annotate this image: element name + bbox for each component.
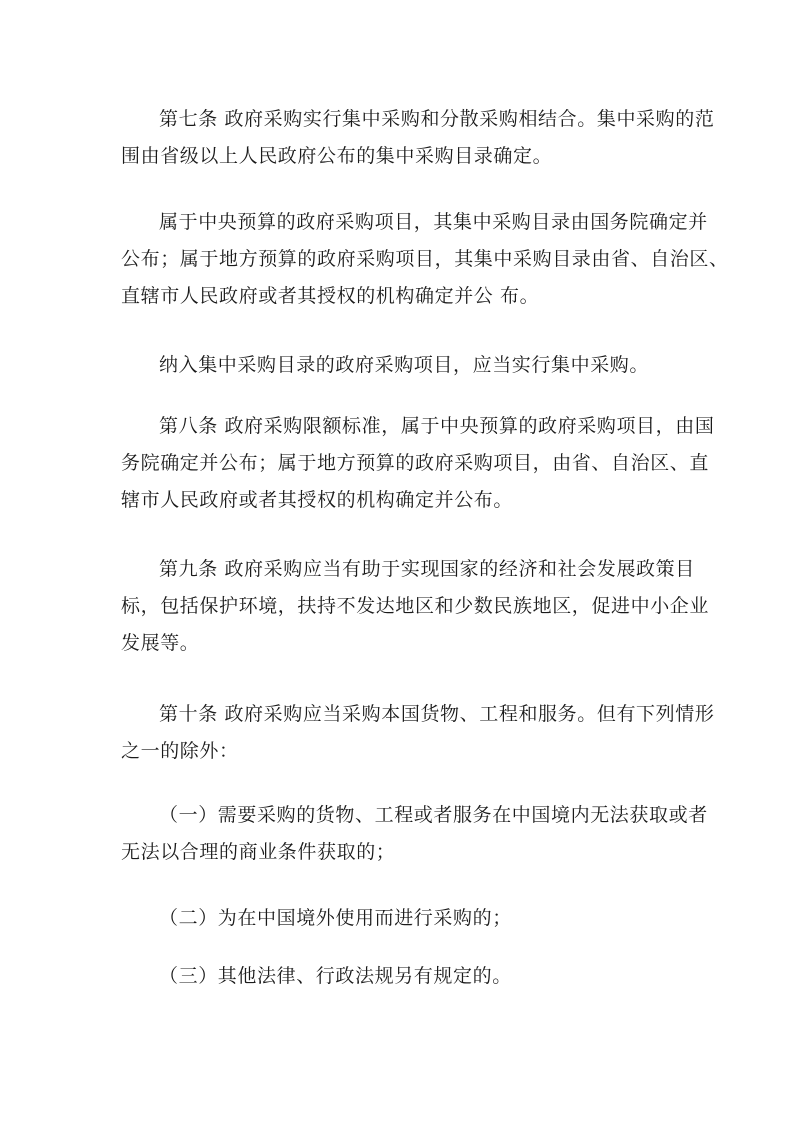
text-line: 无法以合理的商业条件获取的；	[121, 841, 396, 863]
text-line: 公布；属于地方预算的政府采购项目，其集中采购目录由省、自治区、	[121, 248, 729, 270]
article-8-paragraph	[83, 408, 717, 519]
text-line: 发展等。	[121, 632, 200, 654]
text-line: 之一的除外：	[121, 740, 239, 762]
text-line: 围由省级以上人民政府公布的集中采购目录确定。	[121, 145, 553, 167]
text-line: 务院确定并公布；属于地方预算的政府采购项目，由省、自治区、直	[121, 452, 710, 474]
text-line: 属于中央预算的政府采购项目，其集中采购目录由国务院确定并	[159, 211, 708, 233]
article-10-paragraph	[83, 696, 717, 770]
exception-item-1	[83, 797, 717, 871]
exception-item-3	[83, 958, 717, 995]
text-line: 纳入集中采购目录的政府采购项目，应当实行集中采购。	[159, 354, 650, 376]
centralized-catalog-paragraph	[83, 347, 717, 384]
article-7-paragraph	[83, 101, 717, 175]
central-budget-paragraph	[83, 204, 729, 315]
text-line: （一）需要采购的货物、工程或者服务在中国境内无法获取或者	[159, 804, 708, 826]
text-line: （二）为在中国境外使用而进行采购的；	[159, 907, 512, 929]
text-line: 第七条 政府采购实行集中采购和分散采购相结合。集中采购的范	[159, 108, 715, 130]
article-9-paragraph	[83, 551, 717, 662]
text-line: 直辖市人民政府或者其授权的机构确定并公 布。	[121, 285, 540, 307]
text-line: 第八条 政府采购限额标准，属于中央预算的政府采购项目，由国	[159, 415, 715, 437]
text-line: （三）其他法律、行政法规另有规定的。	[159, 965, 512, 987]
text-line: 标，包括保护环境，扶持不发达地区和少数民族地区，促进中小企业	[121, 595, 710, 617]
text-line: 辖市人民政府或者其授权的机构确定并公布。	[121, 489, 514, 511]
exception-item-2	[83, 900, 717, 937]
text-line: 第十条 政府采购应当采购本国货物、工程和服务。但有下列情形	[159, 703, 715, 725]
text-line: 第九条 政府采购应当有助于实现国家的经济和社会发展政策目	[159, 558, 695, 580]
